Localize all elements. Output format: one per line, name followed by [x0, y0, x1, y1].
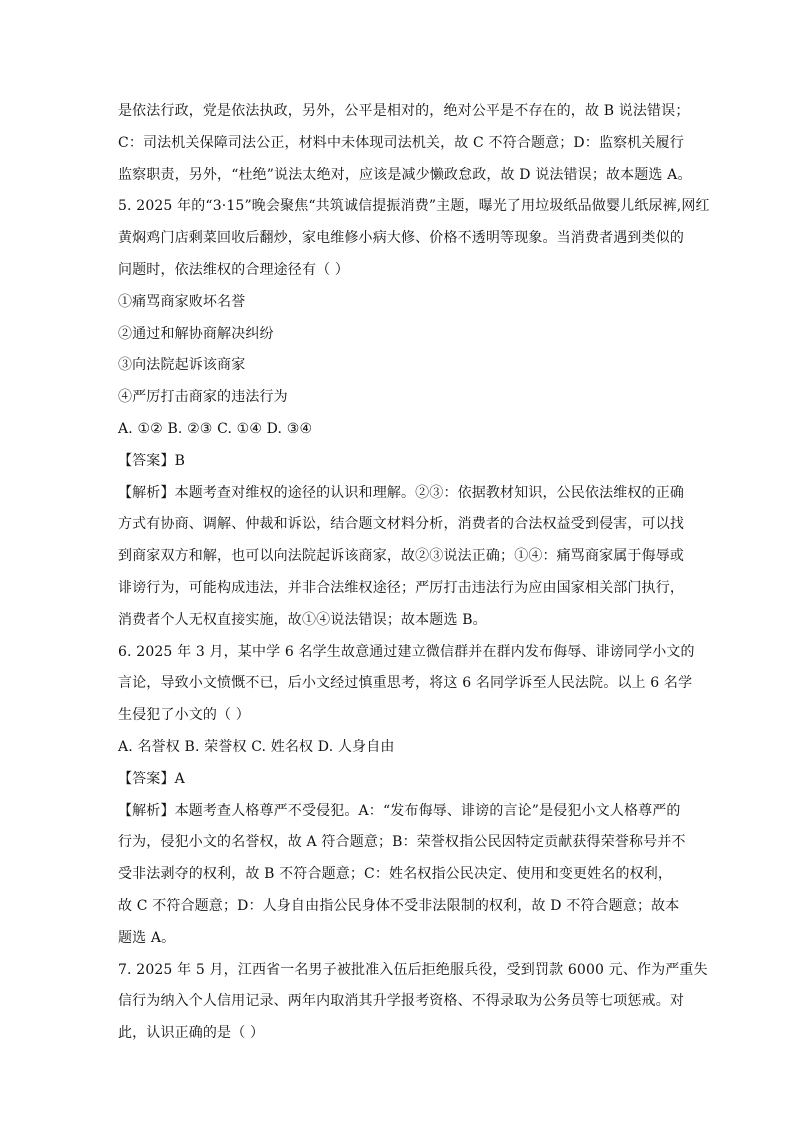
question-6-stem: 6. 2025 年 3 月，某中学 6 名学生故意通过建立微信群并在群内发布侮辱、诽谤同学小文的: [118, 643, 695, 660]
question-5-item: ④严厉打击商家的违法行为: [118, 389, 288, 406]
question-5-stem: 问题时，依法维权的合理途径有（ ）: [118, 261, 349, 278]
question-5-item: ①痛骂商家败坏名誉: [118, 293, 246, 310]
question-7-stem: 信行为纳入个人信用记录、两年内取消其升学报考资格、不得录取为公务员等七项惩戒。对: [118, 993, 684, 1010]
question-5-analysis: 方式有协商、调解、仲裁和诉讼，结合题文材料分析，消费者的合法权益受到侵害，可以找: [118, 516, 684, 533]
question-5-analysis: 诽谤行为，可能构成违法，并非合法维权途径；严厉打击违法行为应由国家相关部门执行，: [118, 579, 684, 596]
question-5-options: A. ①② B. ②③ C. ①④ D. ③④: [118, 420, 313, 437]
question-5-analysis: 到商家双方和解，也可以向法院起诉该商家，故②③说法正确；①④：痛骂商家属于侮辱或: [118, 548, 684, 565]
question-6-stem: 生侵犯了小文的（ ）: [118, 707, 250, 724]
question-5-item: ②通过和解协商解决纠纷: [118, 325, 274, 342]
question-7-stem: 7. 2025 年 5 月，江西省一名男子被批准入伍后拒绝服兵役，受到罚款 6000 元、作为严重失: [118, 961, 708, 978]
question-5-answer: 【答案】B: [118, 452, 186, 469]
question-6-options: A. 名誉权 B. 荣誉权 C. 姓名权 D. 人身自由: [118, 738, 395, 755]
question-5-stem: 5. 2025 年的“3·15”晚会聚焦“共筑诚信提振消费”主题，曝光了用垃圾纸品做婴儿纸尿裤,网红: [118, 198, 710, 215]
question-6-analysis: 题选 A。: [118, 929, 176, 946]
question-5-item: ③向法院起诉该商家: [118, 357, 246, 374]
question-7-stem: 此，认识正确的是（ ）: [118, 1025, 265, 1042]
question-6-analysis: 【解析】本题考查人格尊严不受侵犯。A：“发布侮辱、诽谤的言论”是侵犯小文人格尊严的: [118, 802, 681, 819]
text-line: C：司法机关保障司法公正，材料中未体现司法机关，故 C 不符合题意；D：监察机关履行: [118, 134, 684, 151]
question-6-answer: 【答案】A: [118, 770, 185, 787]
question-6-analysis: 受非法剥夺的权利，故 B 不符合题意；C：姓名权指公民决定、使用和变更姓名的权利，: [118, 866, 673, 883]
question-5-stem: 黄焖鸡门店剩菜回收后翻炒，家电维修小病大修、价格不透明等现象。当消费者遇到类似的: [118, 230, 684, 247]
question-5-analysis: 【解析】本题考查对维权的途径的认识和理解。②③：依据教材知识，公民依法维权的正确: [118, 484, 684, 501]
text-line: 是依法行政，党是依法执政，另外，公平是相对的，绝对公平是不存在的，故 B 说法错误；: [118, 103, 690, 119]
question-6-analysis: 故 C 不符合题意；D：人身自由指公民身体不受非法限制的权利，故 D 不符合题意；故本: [118, 897, 680, 914]
question-5-analysis: 消费者个人无权直接实施，故①④说法错误；故本题选 B。: [118, 611, 487, 628]
question-6-analysis: 行为，侵犯小文的名誉权，故 A 符合题意；B：荣誉权指公民因特定贡献获得荣誉称号并不: [118, 834, 686, 851]
document-page: [118, 96, 710, 1050]
text-line: 监察职责，另外，“杜绝”说法太绝对，应该是减少懒政怠政，故 D 说法错误；故本题选 A。: [118, 166, 692, 183]
question-6-stem: 言论，导致小文愤慨不已，后小文经过慎重思考，将这 6 名同学诉至人民法院。以上 6 名学: [118, 675, 693, 692]
